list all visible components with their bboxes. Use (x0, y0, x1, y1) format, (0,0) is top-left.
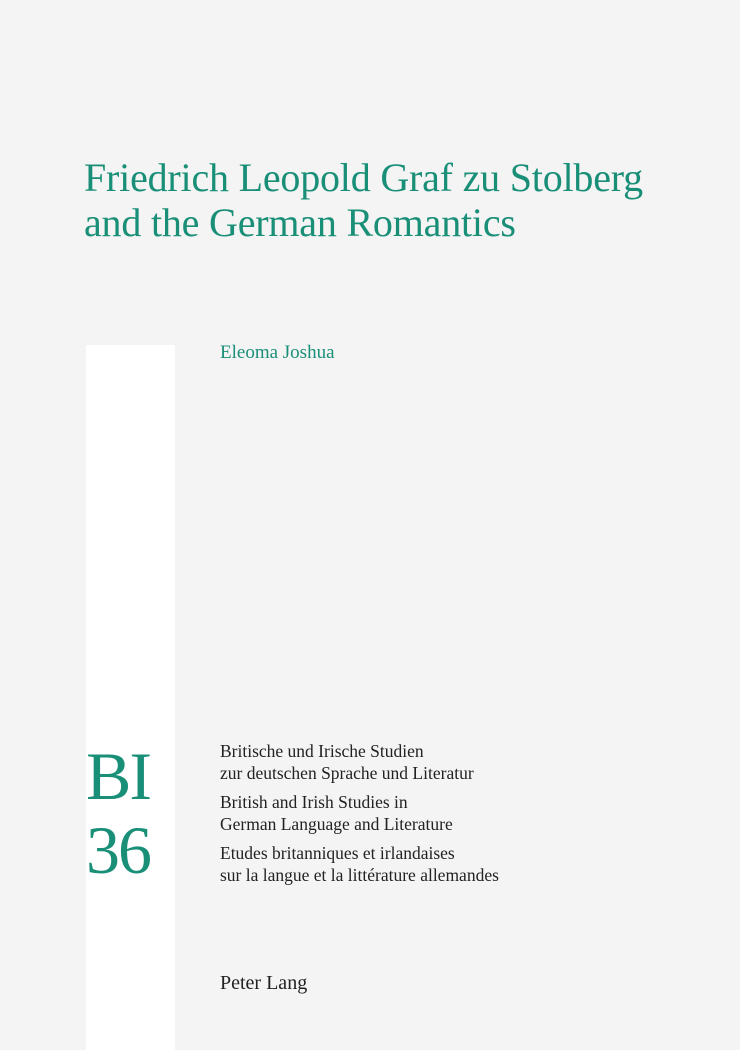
white-vertical-strip (86, 345, 175, 1050)
series-title-english (220, 791, 690, 835)
series-code-number: 36 (86, 812, 150, 888)
series-title-french (220, 842, 690, 886)
series-code (86, 739, 186, 887)
book-title (84, 155, 704, 245)
series-title-german-line-1: Britische und Irische Studien (220, 741, 424, 761)
series-code-letters: BI (86, 738, 150, 814)
series-title-french-line-1: Etudes britanniques et irlandaises (220, 843, 455, 863)
series-title-french-line-2: sur la langue et la littérature allemandes (220, 865, 499, 885)
series-title-english-line-1: British and Irish Studies in (220, 792, 408, 812)
series-title-german (220, 740, 690, 784)
publisher-name: Peter Lang (220, 972, 308, 994)
series-title-german-line-2: zur deutschen Sprache und Literatur (220, 763, 474, 783)
series-title-english-line-2: German Language and Literature (220, 814, 453, 834)
author-name: Eleoma Joshua (220, 342, 335, 363)
title-line-2: and the German Romantics (84, 200, 516, 245)
series-titles (220, 740, 690, 893)
title-line-1: Friedrich Leopold Graf zu Stolberg (84, 155, 643, 200)
